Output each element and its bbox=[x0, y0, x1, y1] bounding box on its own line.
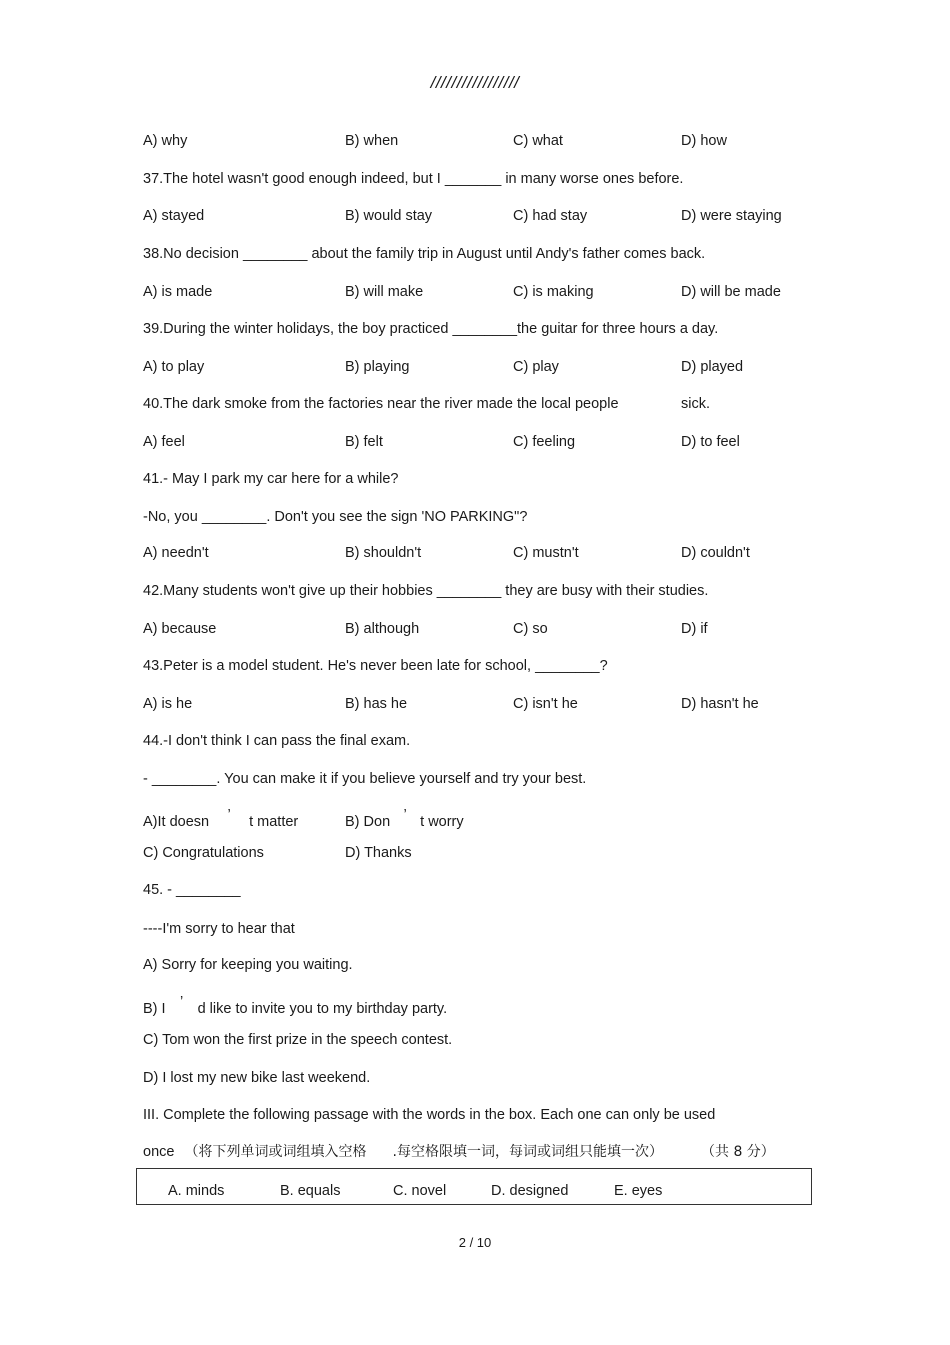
q42-option-a: A) because bbox=[143, 621, 217, 637]
q41-reply: -No, you ________. Don't you see the sign 'NO PARKING"? bbox=[143, 509, 528, 525]
q39-question: 39.During the winter holidays, the boy practiced ________the guitar for three hours a day. bbox=[143, 321, 719, 337]
word-box bbox=[136, 1168, 812, 1205]
q42-option-b: B) although bbox=[345, 621, 420, 637]
q38-question: 38.No decision ________ about the family trip in August until Andy's father comes back. bbox=[143, 246, 706, 262]
q45-option-b-part1: B) I bbox=[143, 1001, 166, 1017]
q37-option-c: C) had stay bbox=[513, 208, 588, 224]
q38-option-c: C) is making bbox=[513, 284, 594, 300]
q38-option-b: B) will make bbox=[345, 284, 424, 300]
q41-option-c: C) mustn't bbox=[513, 545, 579, 561]
q45-reply: ----I'm sorry to hear that bbox=[143, 921, 295, 937]
q41-option-b: B) shouldn't bbox=[345, 545, 422, 561]
apostrophe-mark: ’ bbox=[227, 807, 231, 823]
q37-option-a: A) stayed bbox=[143, 208, 205, 224]
section3-chinese-instruction: （将下列单词或词组填入空格 bbox=[184, 1144, 367, 1160]
q41-option-a: A) needn't bbox=[143, 545, 209, 561]
q37-question: 37.The hotel wasn't good enough indeed, but I _______ in many worse ones before. bbox=[143, 171, 684, 187]
q37-option-b: B) would stay bbox=[345, 208, 433, 224]
apostrophe-mark: ’ bbox=[403, 807, 407, 823]
word-box-item-a: A. minds bbox=[168, 1183, 225, 1199]
q36-option-a: A) why bbox=[143, 133, 188, 149]
q40-question-end: sick. bbox=[681, 396, 710, 412]
q40-option-d: D) to feel bbox=[681, 434, 740, 450]
q40-option-b: B) felt bbox=[345, 434, 383, 450]
q40-option-a: A) feel bbox=[143, 434, 185, 450]
word-box-item-e: E. eyes bbox=[614, 1183, 663, 1199]
q39-option-c: C) play bbox=[513, 359, 559, 375]
q44-option-b bbox=[345, 806, 464, 831]
q44-option-d: D) Thanks bbox=[345, 845, 412, 861]
q45-option-d: D) I lost my new bike last weekend. bbox=[143, 1070, 371, 1086]
q38-option-d: D) will be made bbox=[681, 284, 781, 300]
q42-question: 42.Many students won't give up their hobbies ________ they are busy with their studies. bbox=[143, 583, 709, 599]
q45-option-b-part2: d like to invite you to my birthday party. bbox=[197, 1001, 448, 1017]
q39-option-b: B) playing bbox=[345, 359, 410, 375]
q41-question: 41.- May I park my car here for a while? bbox=[143, 471, 399, 487]
q37-option-d: D) were staying bbox=[681, 208, 782, 224]
q45-option-a: A) Sorry for keeping you waiting. bbox=[143, 957, 353, 973]
section3-score: （共 8 分） bbox=[701, 1144, 775, 1160]
section3-instructions: III. Complete the following passage with the words in the box. Each one can only be used bbox=[143, 1107, 716, 1123]
q44-option-a-part1: A)It doesn bbox=[143, 814, 210, 830]
word-box-item-d: D. designed bbox=[491, 1183, 569, 1199]
q45-option-c: C) Tom won the first prize in the speech contest. bbox=[143, 1032, 453, 1048]
word-box-item-c: C. novel bbox=[393, 1183, 447, 1199]
section3-instructions-line2 bbox=[143, 1143, 775, 1161]
section3-once: once bbox=[143, 1144, 175, 1160]
q43-option-c: C) isn't he bbox=[513, 696, 578, 712]
q36-option-c: C) what bbox=[513, 133, 563, 149]
q40-option-c: C) feeling bbox=[513, 434, 576, 450]
q44-question: 44.-I don't think I can pass the final exam. bbox=[143, 733, 411, 749]
q40-question: 40.The dark smoke from the factories near the river made the local people bbox=[143, 396, 619, 412]
apostrophe-mark: ’ bbox=[179, 994, 184, 1010]
q44-option-b-part1: B) Don bbox=[345, 814, 391, 830]
q45-question: 45. - ________ bbox=[143, 882, 241, 898]
q36-option-d: D) how bbox=[681, 133, 727, 149]
q42-option-d: D) if bbox=[681, 621, 708, 637]
q39-option-a: A) to play bbox=[143, 359, 205, 375]
q44-option-a-part2: t matter bbox=[249, 814, 299, 830]
q43-option-a: A) is he bbox=[143, 696, 193, 712]
q38-option-a: A) is made bbox=[143, 284, 213, 300]
q44-reply: - ________. You can make it if you believe yourself and try your best. bbox=[143, 771, 587, 787]
page-number: 2 / 10 bbox=[458, 1235, 492, 1250]
word-box-item-b: B. equals bbox=[280, 1183, 341, 1199]
q43-option-b: B) has he bbox=[345, 696, 408, 712]
q36-option-b: B) when bbox=[345, 133, 399, 149]
q43-option-d: D) hasn't he bbox=[681, 696, 759, 712]
q44-option-b-part2: t worry bbox=[420, 814, 464, 830]
q45-option-b bbox=[143, 993, 447, 1018]
q43-question: 43.Peter is a model student. He's never been late for school, ________? bbox=[143, 658, 608, 674]
q42-option-c: C) so bbox=[513, 621, 548, 637]
page-header: ///////////////// bbox=[430, 73, 520, 92]
q41-option-d: D) couldn't bbox=[681, 545, 750, 561]
q39-option-d: D) played bbox=[681, 359, 744, 375]
q44-option-a bbox=[143, 806, 298, 831]
q44-option-c: C) Congratulations bbox=[143, 845, 264, 861]
section3-chinese-instruction-2: .每空格限填一词，每词或词组只能填一次） bbox=[392, 1144, 663, 1160]
